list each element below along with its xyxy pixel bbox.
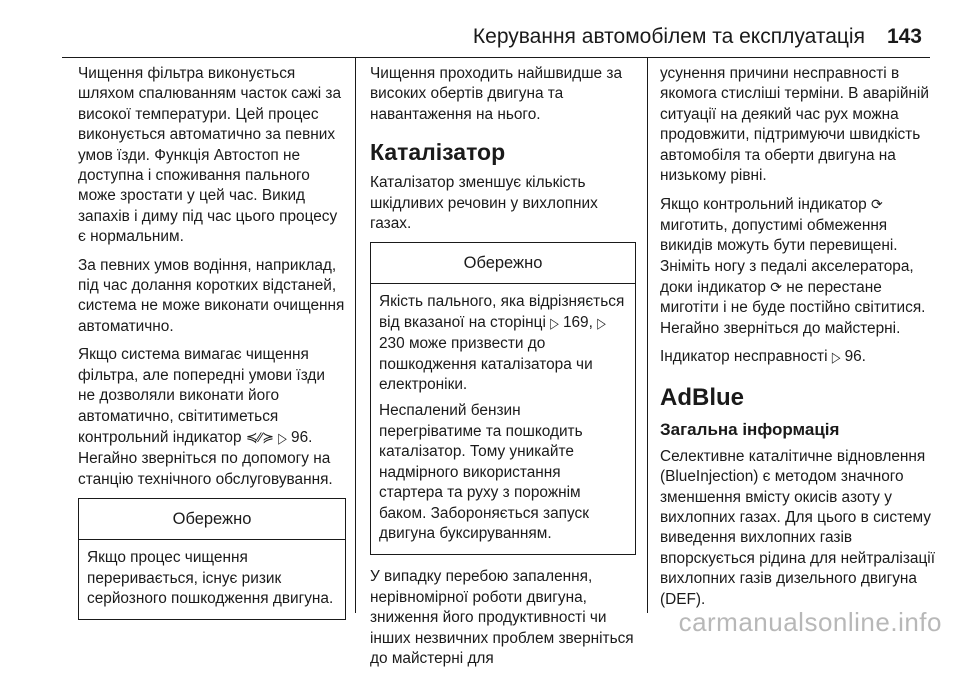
warning-box — [370, 242, 636, 555]
malfunction-text-a: Індикатор несправності — [660, 348, 828, 366]
engine-malfunction-icon: ⟳ — [871, 196, 883, 213]
particulate-filter-warning-icon: ≼⁄⁄≽ — [245, 428, 274, 445]
subheading-general-info: Загальна інформація — [660, 419, 840, 439]
watermark: carmanualsonline.info — [678, 607, 942, 637]
flashing-text-b: миготить, допустимі обмеження викидів можуть бути перевищені. Зніміть ногу з педалі акселератора, доки індикатор — [660, 216, 914, 297]
warning-body — [79, 540, 345, 619]
page-reference-arrow-icon: ▷ — [278, 431, 287, 447]
dpf-cleaning-paragraph: Чищення фільтра виконується шляхом спалюванням часток сажі за високої температури. Цей процес виконується автоматично за певних умов їзди. Функція Автостоп не доступна і споживання пального може зростати у цей час. Викид запахів і диму під час цього процесу є нормальним. — [78, 65, 342, 246]
flashing-text-a: Якщо контрольний індикатор — [660, 196, 867, 214]
fuel-quality-warning — [379, 292, 627, 395]
chapter-title: Керування автомобілем та експлуатація — [472, 25, 865, 48]
warning-title: Обережно — [79, 499, 345, 540]
warning-box — [78, 498, 346, 620]
engine-malfunction-icon: ⟳ — [770, 279, 782, 296]
repair-paragraph: усунення причини несправності в якомога стисліші терміни. В аварійній ситуації на деякий час рух можна продовжити, підтримуючи швидкість автомобіля та оберти двигуна на низькому рівні. — [660, 65, 929, 185]
column-divider-1 — [355, 58, 356, 613]
malfunction-page-ref: 96. — [844, 348, 866, 366]
page-number: 143 — [886, 25, 922, 48]
warning-body — [371, 284, 635, 554]
fast-cleaning-paragraph: Чищення проходить найшвидше за високих обертів двигуна та навантаження на нього. — [370, 65, 623, 123]
page-reference-arrow-icon: ▷ — [550, 315, 559, 332]
column-middle — [370, 64, 636, 677]
warning-text: Якщо процес чищення переривається, існує ризик серйозного пошкодження двигуна. — [87, 549, 334, 607]
short-distance-paragraph: За певних умов водіння, наприклад, під час долання коротких відстаней, система не може виконати очищення автоматично. — [78, 256, 345, 335]
indicator-text-b: 96. Негайно зверніться по допомогу на станцію технічного обслуговування. — [78, 428, 333, 488]
indicator-paragraph — [78, 345, 346, 490]
section-heading-adblue: AdBlue — [660, 383, 744, 411]
page-reference-arrow-icon: ▷ — [831, 350, 841, 367]
page-reference-arrow-icon: ▷ — [597, 315, 606, 332]
misfire-paragraph: У випадку перебою запалення, нерівномірної роботи двигуна, зниження його продуктивності чи інших незвичних проблем зверніться до майстерні для — [370, 568, 634, 667]
malfunction-indicator-paragraph — [660, 347, 940, 368]
header-rule — [62, 57, 930, 58]
indicator-text-a: Якщо система вимагає чищення фільтра, але попередні умови їзди не дозволяли виконати його автоматично, світитиметься контрольний індикатор — [78, 346, 326, 446]
column-right — [660, 64, 940, 618]
unburned-fuel-warning: Неспалений бензин перегріватиме та пошкодить каталізатор. Тому уникайте надмірного використання стартера та руху з порожнім баком. Забороняється запуск двигуна буксируванням. — [379, 402, 589, 542]
column-left — [78, 64, 346, 632]
warning-text-a: Якість пального, яка відрізняється від вказаної на сторінці — [379, 293, 625, 331]
flashing-text-c: не перестане миготіти і не буде постійно світитися. Негайно зверніться до майстерні. — [660, 279, 926, 337]
catalytic-intro-paragraph: Каталізатор зменшує кількість шкідливих речовин у вихлопних газах. — [370, 174, 598, 233]
warning-text-c: 230 може призвести до пошкодження каталізатора чи електроніки. — [379, 335, 593, 394]
section-heading-catalytic-converter: Каталізатор — [370, 139, 506, 166]
warning-title: Обережно — [371, 243, 635, 284]
column-divider-2 — [647, 58, 648, 613]
warning-page-ref: 169, — [562, 313, 593, 331]
adblue-intro-paragraph: Селективне каталітичне відновлення (BlueInjection) є методом значного зменшення вмісту окисів азоту у вихлопних газах. Для цього в систему виведення вихлопних газів впорскується рідина для нейтралізації вихлопних газів дизельного двигуна (DEF). — [660, 447, 935, 608]
page-header — [0, 18, 922, 56]
flashing-indicator-paragraph — [660, 194, 940, 339]
